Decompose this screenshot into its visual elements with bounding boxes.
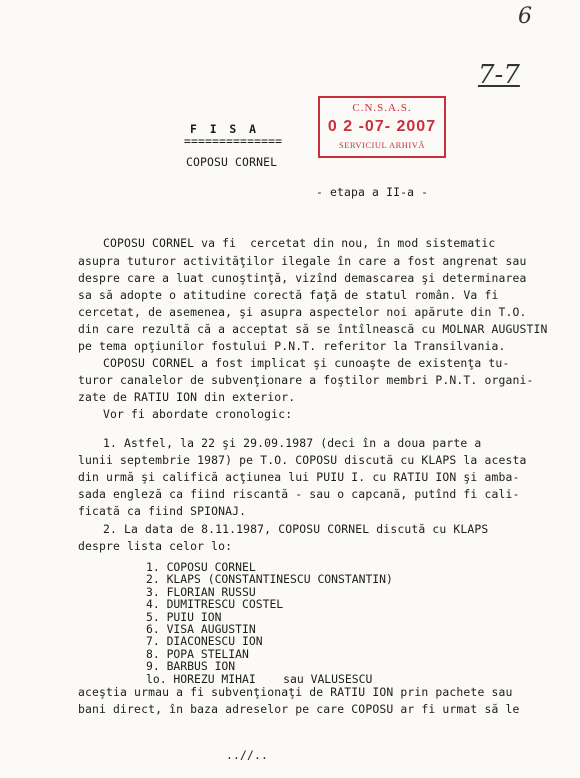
list-item: 9. BARBUS ION	[146, 659, 236, 674]
document-title: F I S A	[190, 122, 260, 136]
body-line: 1. Astfel, la 22 şi 29.09.1987 (deci în a doua parte a	[103, 436, 482, 450]
body-line: bani direct, în baza adreselor pe care COPOSU ar fi urmat să le	[78, 702, 520, 716]
body-line: sa să adopte o atitudine corectă faţă de statul român. Va fi	[78, 288, 499, 302]
body-line: turor canalelor de subvenţionare a foştilor membri P.N.T. organi-	[78, 373, 534, 387]
list-item: 5. PUIU ION	[146, 609, 222, 624]
handwritten-mark: 7-7	[478, 60, 520, 90]
body-line: despre lista celor lo:	[78, 539, 233, 553]
page-number: 6	[518, 4, 532, 29]
list-item: 3. FLORIAN RUSSU	[146, 584, 256, 599]
body-line: COPOSU CORNEL va fi cercetat din nou, în mod sistematic	[103, 236, 496, 250]
body-line: pe tema opţiunilor fostului P.N.T. referitor la Transilvania.	[78, 339, 506, 353]
list-item: 7. DIACONESCU ION	[146, 634, 263, 649]
stamp-service: SERVICIUL ARHIVĂ	[338, 140, 426, 150]
list-item: lo. HOREZU MIHAI sau VALUSESCU	[146, 671, 373, 686]
body-line: aceştia urmau a fi subvenţionaţi de RATIU ION prin pachete sau	[78, 685, 513, 699]
body-line: cercetat, de asemenea, şi asupra aspectelor noi apărute din T.O.	[78, 305, 527, 319]
list-item: 6. VISA AUGUSTIN	[146, 622, 256, 637]
body-line: ficată ca fiind SPIONAJ.	[78, 504, 247, 518]
body-line: zate de RATIU ION din exterior.	[78, 390, 296, 404]
list-item: 2. KLAPS (CONSTANTINESCU CONSTANTIN)	[146, 572, 393, 587]
subject-name: COPOSU CORNEL	[186, 155, 278, 169]
page-continuation: ..//..	[226, 748, 269, 762]
archive-stamp	[318, 96, 446, 158]
body-line: asupra tuturor activităţilor ilegale în care a fost angrenat sau	[78, 254, 527, 268]
body-line: lunii septembrie 1987) pe T.O. COPOSU discută cu KLAPS la acesta	[78, 453, 527, 467]
stamp-org: C.N.S.A.S.	[352, 102, 412, 114]
body-line: sada engleză ca fiind riscantă - sau o capcană, putînd fi cali-	[78, 487, 520, 501]
body-line: din urmă şi califică acţiunea lui PUIU I. cu RATIU ION şi amba-	[78, 470, 520, 484]
stage-label: - etapa a II-a -	[316, 185, 429, 199]
list-item: 4. DUMITRESCU COSTEL	[146, 597, 284, 612]
stamp-date: 0 2 -07- 2007	[327, 118, 437, 135]
list-item: 8. POPA STELIAN	[146, 646, 249, 661]
body-line: COPOSU CORNEL a fost implicat şi cunoaşte de existenţa tu-	[103, 356, 510, 370]
names-list	[146, 561, 393, 685]
body-line: 2. La data de 8.11.1987, COPOSU CORNEL discută cu KLAPS	[103, 522, 489, 536]
body-line: Vor fi abordate cronologic:	[103, 407, 293, 421]
body-line: din care rezultă că a acceptat să se întîlnească cu MOLNAR AUGUSTIN	[78, 322, 548, 336]
title-underline: ==============	[184, 134, 283, 148]
body-line: despre care a luat cunoştinţă, vizînd demascarea şi determinarea	[78, 271, 527, 285]
list-item: 1. COPOSU CORNEL	[146, 560, 256, 574]
